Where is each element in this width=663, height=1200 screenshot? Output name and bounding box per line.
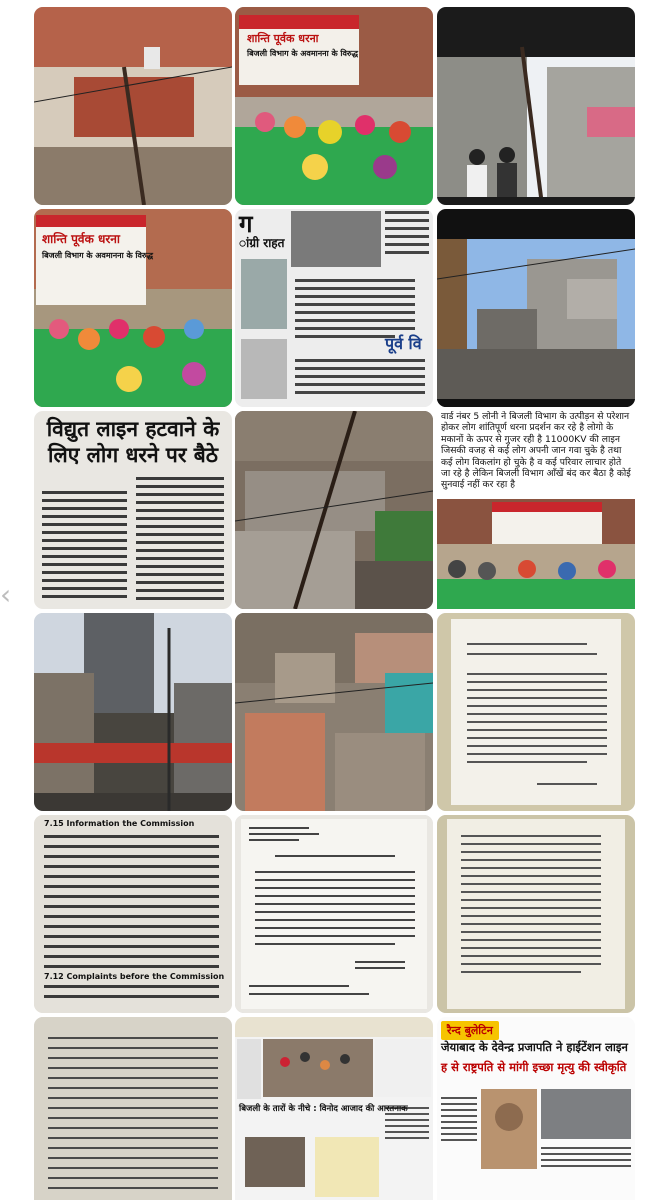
bulletin-badge: रैन्द बुलेटिन bbox=[441, 1021, 499, 1040]
news1-headline-tail: ांग्री राहत bbox=[239, 236, 285, 250]
banner-title: शान्ति पूर्वक धरना bbox=[247, 32, 319, 45]
document-lines bbox=[34, 815, 232, 1013]
photo-newspaper-collage[interactable] bbox=[235, 1017, 433, 1200]
photo-document-715[interactable] bbox=[34, 815, 232, 1013]
photo-protest-2[interactable] bbox=[34, 209, 232, 407]
letter-image bbox=[437, 613, 635, 811]
bulletin-headline-2: ह से राष्ट्रपति से मांगी इच्छा मृत्यु की स्वीकृति bbox=[441, 1060, 627, 1074]
document-section-title: 7.12 Complaints before the Commission bbox=[44, 972, 225, 981]
news1-side-heading: पूर्व वि bbox=[385, 334, 422, 353]
bulletin-headline-1: जेयाबाद के देवेन्द्र प्रजापति ने हाईटेंशन लाइन bbox=[441, 1040, 628, 1054]
banner-subtitle-2: बिजली विभाग के अवमानना के विरुद्ध bbox=[42, 251, 154, 260]
photo-newspaper-1[interactable] bbox=[235, 209, 433, 407]
post-text-and-protest[interactable] bbox=[437, 411, 635, 609]
letter-image-3 bbox=[437, 815, 635, 1013]
rooftops-image bbox=[235, 613, 433, 811]
protest-image-3 bbox=[437, 499, 635, 609]
vidhut-columns bbox=[34, 411, 232, 609]
photo-newspaper-vidhut[interactable] bbox=[34, 411, 232, 609]
tower-image bbox=[34, 613, 232, 811]
news1-headline-part: ग bbox=[239, 210, 253, 238]
photo-tower-building[interactable] bbox=[34, 613, 232, 811]
vidhut-headline-1: विद्युत लाइन हटवाने के bbox=[46, 417, 220, 441]
photo-colorful-rooftops[interactable] bbox=[235, 613, 433, 811]
photo-rooftop[interactable] bbox=[34, 7, 232, 205]
photo-newspaper-bulletin[interactable] bbox=[437, 1017, 635, 1200]
street-image bbox=[437, 7, 635, 205]
rooftop-image bbox=[34, 7, 232, 205]
chevron-left-icon[interactable]: ‹ bbox=[0, 578, 12, 611]
photo-aerial-rooftops[interactable] bbox=[235, 411, 433, 609]
aerial-image bbox=[235, 411, 433, 609]
letter-image-4 bbox=[34, 1017, 232, 1200]
photo-building-sky[interactable] bbox=[437, 209, 635, 407]
photo-letter-2[interactable] bbox=[235, 815, 433, 1013]
banner-subtitle: बिजली विभाग के अवमानना के विरुद्ध bbox=[247, 49, 359, 58]
photo-letter-4[interactable] bbox=[34, 1017, 232, 1200]
collage-subheadline: बिजली के तारों के नीचे : विनोद आजाद की आरतनाक bbox=[239, 1104, 408, 1114]
photo-letter-3[interactable] bbox=[437, 815, 635, 1013]
letter-image-2 bbox=[235, 815, 433, 1013]
document-line-1: 7.15 Information the Commission bbox=[44, 819, 195, 828]
post-text: वार्ड नंबर 5 लोनी ने बिजली विभाग के उत्पीड़न से परेशान होकर लोग शांतिपूर्ण धरना प्रदर्शन कर रहे है लोगो के मकानों के ऊपर से गुजर रही है 11000KV की लाइन जिसकी वजह से कई लोग अपनी जान गवा चुके है तथा कई लोग विकलांग हो चुके है व कई परिवार लाचार होते जा रहे है लेकिन बिजली विभाग आँखें बंद कर बैठा है कोई सुनवाई नहीं कर रहा है bbox=[441, 411, 631, 491]
vidhut-headline-2: लिए लोग धरने पर बैठे bbox=[48, 443, 218, 467]
photo-protest-1[interactable] bbox=[235, 7, 433, 205]
photo-street-people[interactable] bbox=[437, 7, 635, 205]
banner-title-2: शान्ति पूर्वक धरना bbox=[42, 232, 121, 246]
photo-letter-1[interactable] bbox=[437, 613, 635, 811]
building-image bbox=[437, 209, 635, 407]
